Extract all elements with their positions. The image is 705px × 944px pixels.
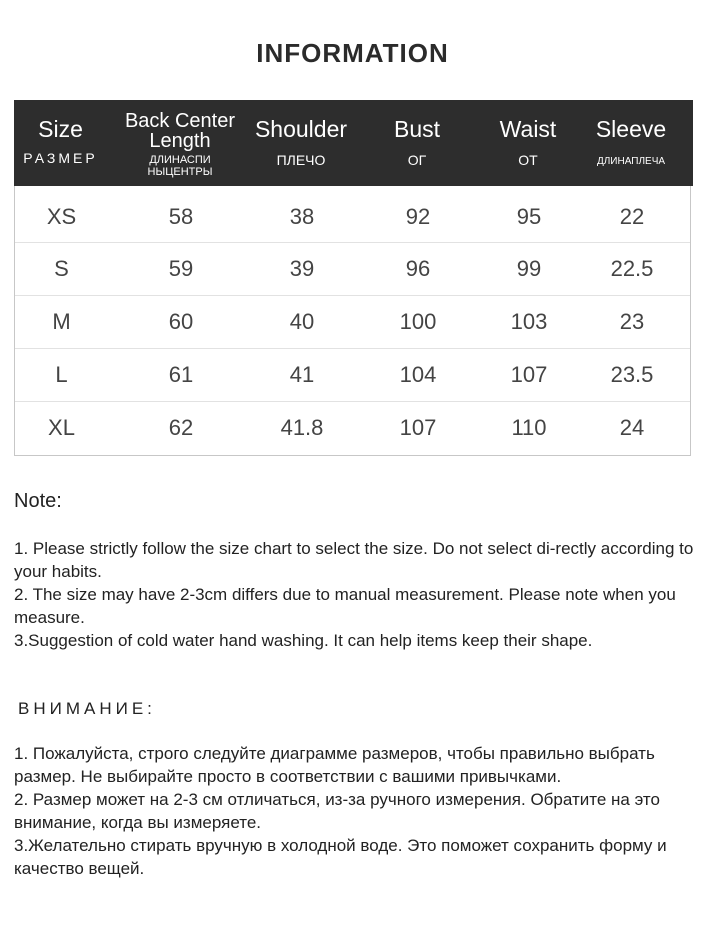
header-bust (349, 100, 485, 186)
header-bust-en: Bust (393, 116, 441, 142)
cell-back-center-length: 62 (168, 415, 194, 440)
cell-bust: 100 (399, 309, 437, 334)
header-shoulder-ru: ПЛЕЧО (276, 152, 326, 168)
note-item: 3.Желательно стирать вручную в холодной воде. Это поможет сохранить форму и качество вещей. (14, 836, 667, 878)
cell-back-center-length: 60 (168, 309, 194, 334)
note-item: 3.Suggestion of cold water hand washing. It can help items keep their shape. (14, 631, 593, 650)
cell-shoulder: 38 (289, 204, 315, 229)
cell-shoulder: 39 (289, 256, 315, 281)
cell-shoulder: 41.8 (280, 415, 324, 440)
cell-shoulder: 41 (289, 362, 315, 387)
cell-waist: 95 (516, 204, 542, 229)
header-sleeve (571, 100, 691, 186)
cell-bust: 107 (399, 415, 437, 440)
cell-back-center-length: 58 (168, 204, 194, 229)
cell-size: XS (46, 204, 77, 229)
note-item: 1. Пожалуйста, строго следуйте диаграмме размеров, чтобы правильно выбрать размер. Не выбирайте просто в соответствии с вашими привычками. (14, 744, 655, 786)
notes-russian (14, 742, 694, 880)
cell-sleeve: 24 (619, 415, 645, 440)
cell-size: M (52, 309, 71, 334)
table-row (15, 402, 690, 454)
table-row (15, 296, 690, 349)
header-back-center-length-en: Back Center Length (124, 110, 236, 152)
header-shoulder-en: Shoulder (254, 116, 348, 142)
header-size-en: Size (38, 116, 83, 142)
cell-back-center-length: 61 (168, 362, 194, 387)
cell-waist: 107 (510, 362, 548, 387)
header-waist-en: Waist (499, 116, 557, 142)
table-header (14, 100, 693, 186)
note-item: 2. Размер может на 2-3 см отличаться, из-за ручного измерения. Обратите на это внимание, когда вы измеряете. (14, 790, 660, 832)
cell-bust: 96 (405, 256, 431, 281)
cell-sleeve: 22.5 (610, 256, 654, 281)
header-waist (485, 100, 571, 186)
cell-sleeve: 22 (619, 204, 645, 229)
cell-sleeve: 23.5 (610, 362, 654, 387)
cell-waist: 110 (511, 415, 547, 440)
cell-bust: 104 (399, 362, 437, 387)
cell-size: L (55, 362, 68, 387)
cell-waist: 99 (516, 256, 542, 281)
cell-sleeve: 23 (619, 309, 645, 334)
header-shoulder (253, 100, 349, 186)
table-row (15, 349, 690, 402)
header-back-center-length-ru: ДЛИНАСПИ НЫЦЕНТРЫ (147, 154, 213, 178)
attention-heading: ВНИМАНИЕ: (18, 699, 156, 718)
header-sleeve-ru: ДЛИНАПЛЕЧА (596, 156, 666, 167)
cell-shoulder: 40 (289, 309, 315, 334)
size-chart-table (14, 100, 691, 456)
note-item: 1. Please strictly follow the size chart to select the size. Do not select di-rectly according to your habits. (14, 539, 694, 581)
cell-back-center-length: 59 (168, 256, 194, 281)
note-item: 2. The size may have 2-3cm differs due to manual measurement. Please note when you measure. (14, 585, 676, 627)
header-waist-ru: ОТ (518, 152, 538, 168)
cell-bust: 92 (405, 204, 431, 229)
table-body (15, 186, 690, 454)
cell-size: S (54, 256, 69, 281)
note-heading: Note: (14, 490, 62, 512)
page-title: INFORMATION (256, 38, 449, 68)
header-bust-ru: ОГ (407, 152, 427, 168)
table-row (15, 186, 690, 243)
header-size (14, 100, 107, 186)
notes-english (14, 537, 694, 652)
table-row (15, 243, 690, 296)
cell-waist: 103 (510, 309, 548, 334)
header-size-ru: РАЗМЕР (23, 150, 98, 166)
header-back-center-length (107, 100, 253, 186)
header-sleeve-en: Sleeve (595, 116, 667, 142)
cell-size: XL (48, 415, 75, 440)
